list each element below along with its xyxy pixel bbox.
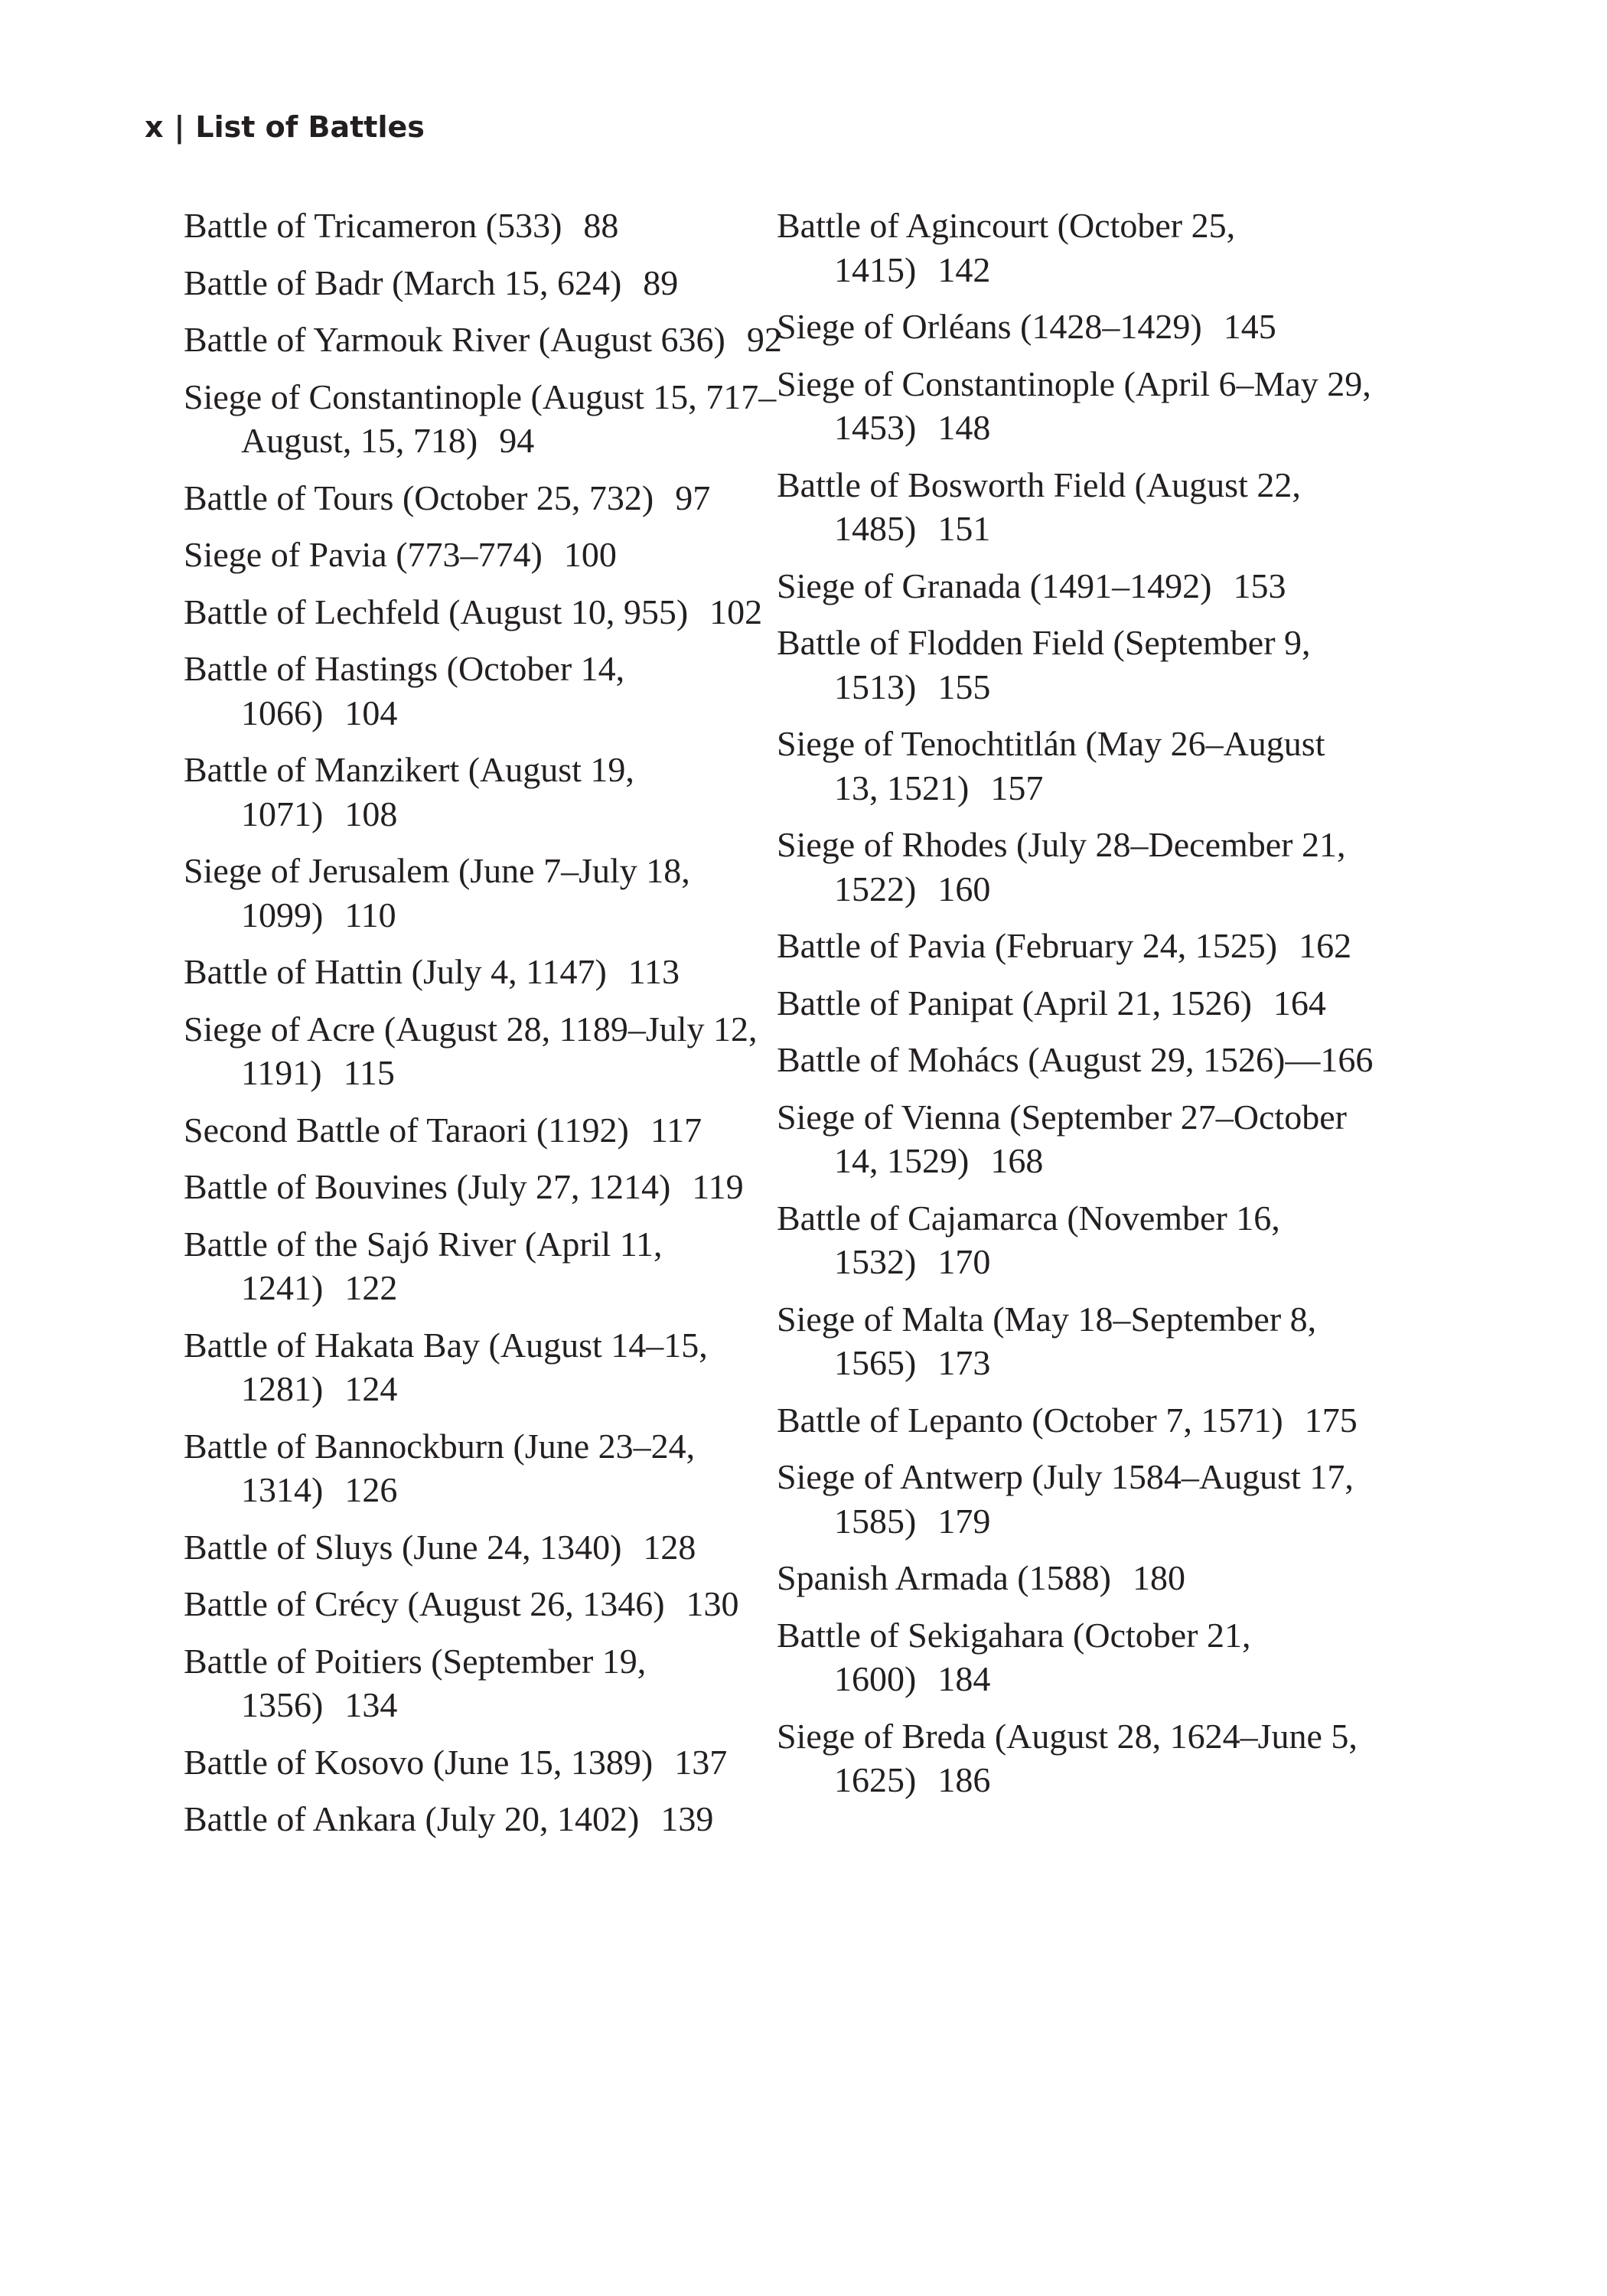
battle-title: Siege of Granada (1491–1492): [777, 566, 1212, 605]
page-ref: 179: [937, 1501, 991, 1541]
list-item: [184, 476, 788, 520]
battle-title: Battle of Flodden Field (September 9, 1513): [777, 623, 1311, 706]
page-ref: 157: [990, 768, 1044, 807]
battle-title: Siege of Tenochtitlán (May 26–August 13, 1521): [777, 724, 1325, 807]
page-ref: 110: [344, 895, 396, 934]
page-ref: 108: [344, 794, 398, 833]
battle-title: Battle of Mohács (August 29, 1526): [777, 1040, 1286, 1079]
page-ref: 184: [937, 1659, 991, 1698]
battle-title: Battle of the Sajó River (April 11, 1241): [184, 1224, 663, 1307]
battle-title: Battle of Cajamarca (November 16, 1532): [777, 1198, 1280, 1281]
page-ref: 137: [674, 1742, 728, 1782]
list-item: [777, 1613, 1374, 1701]
battle-title: Battle of Ankara (July 20, 1402): [184, 1799, 640, 1838]
battle-title: Battle of Sluys (June 24, 1340): [184, 1527, 622, 1567]
page-ref: 170: [937, 1242, 991, 1281]
right-column: [777, 204, 1374, 1815]
list-item: [777, 823, 1374, 911]
list-item: [777, 924, 1374, 968]
list-item: [777, 1038, 1374, 1082]
battle-title: Siege of Malta (May 18–September 8, 1565): [777, 1299, 1317, 1382]
page-ref: 130: [686, 1584, 739, 1623]
page-ref: 155: [937, 667, 991, 706]
battle-title: Battle of Hakata Bay (August 14–15, 1281): [184, 1325, 708, 1408]
page-ref: 148: [937, 408, 991, 447]
battle-title: Battle of Tours (October 25, 732): [184, 478, 654, 517]
battle-title: Battle of Panipat (April 21, 1526): [777, 983, 1252, 1022]
list-item: [777, 362, 1374, 450]
list-item: [777, 1556, 1374, 1600]
list-item: [184, 1165, 788, 1209]
list-item: [777, 1714, 1374, 1802]
battle-title: Second Battle of Taraori (1192): [184, 1110, 629, 1150]
battle-title: Battle of Bannockburn (June 23–24, 1314): [184, 1426, 696, 1509]
page-ref: 122: [344, 1268, 398, 1307]
battle-title: Spanish Armada (1588): [777, 1558, 1111, 1597]
list-item: [184, 204, 788, 248]
battle-title: Siege of Vienna (September 27–October 14, 1529): [777, 1097, 1347, 1180]
list-item: [184, 1740, 788, 1785]
header-separator: |: [174, 110, 185, 144]
page-ref: 186: [937, 1760, 991, 1799]
list-item: [184, 647, 788, 735]
battle-title: Battle of Bosworth Field (August 22, 1485): [777, 465, 1301, 548]
left-column: [184, 204, 788, 1854]
battle-title: Battle of Lechfeld (August 10, 955): [184, 592, 689, 631]
list-item: [184, 590, 788, 634]
list-item: [184, 1639, 788, 1727]
battle-title: Battle of Poitiers (September 19, 1356): [184, 1641, 647, 1724]
page-ref: 175: [1304, 1400, 1358, 1440]
page-ref: 88: [583, 206, 619, 245]
battle-title: Battle of Pavia (February 24, 1525): [777, 926, 1278, 965]
battle-title: Battle of Hattin (July 4, 1147): [184, 952, 607, 991]
page-ref: 115: [343, 1053, 395, 1092]
page-ref: 100: [563, 535, 617, 574]
list-item: [777, 1095, 1374, 1183]
list-item: [777, 1297, 1374, 1385]
battle-title: Battle of Crécy (August 26, 1346): [184, 1584, 665, 1623]
page-ref: 97: [675, 478, 711, 517]
battle-title: Siege of Orléans (1428–1429): [777, 307, 1202, 346]
page-ref: 164: [1273, 983, 1326, 1022]
page-ref: 153: [1233, 566, 1286, 605]
battle-title: Siege of Rhodes (July 28–December 21, 1522): [777, 825, 1346, 908]
battle-title: Battle of Tricameron (533): [184, 206, 562, 245]
page-ref: 117: [650, 1110, 702, 1150]
list-item: [184, 748, 788, 836]
battle-title: Siege of Breda (August 28, 1624–June 5, 1625): [777, 1716, 1358, 1799]
page-ref: 180: [1132, 1558, 1185, 1597]
battle-title: Battle of Hastings (October 14, 1066): [184, 649, 625, 732]
page-ref: 139: [660, 1799, 714, 1838]
page-ref: 119: [692, 1167, 744, 1206]
list-item: [777, 1455, 1374, 1543]
battle-title: Battle of Agincourt (October 25, 1415): [777, 206, 1236, 289]
page-ref: 102: [709, 592, 763, 631]
list-item: [184, 1323, 788, 1411]
running-head: [145, 106, 425, 148]
battle-title: Siege of Jerusalem (June 7–July 18, 1099): [184, 851, 690, 934]
list-item: [777, 1398, 1374, 1443]
list-item: [184, 1797, 788, 1841]
list-item: [184, 1582, 788, 1626]
battle-title: Siege of Antwerp (July 1584–August 17, 1585): [777, 1457, 1354, 1541]
list-item: [777, 621, 1374, 709]
list-item: [184, 1424, 788, 1512]
list-item: [184, 1222, 788, 1310]
list-item: [777, 204, 1374, 292]
battle-title: Siege of Pavia (773–774): [184, 535, 543, 574]
page-ref: 124: [344, 1369, 398, 1408]
list-item: [184, 375, 788, 463]
battle-title: Siege of Constantinople (April 6–May 29, 1453): [777, 364, 1371, 447]
battle-title: Battle of Manzikert (August 19, 1071): [184, 750, 634, 833]
page-number: x: [145, 110, 164, 144]
list-item: [184, 849, 788, 937]
battle-title: Battle of Yarmouk River (August 636): [184, 320, 725, 359]
battle-title: Battle of Sekigahara (October 21, 1600): [777, 1615, 1251, 1698]
page-ref: 162: [1299, 926, 1352, 965]
list-item: [184, 318, 788, 362]
list-item: [777, 564, 1374, 608]
list-item: [184, 950, 788, 994]
page-ref: —166: [1285, 1040, 1374, 1079]
page-ref: 151: [937, 509, 991, 548]
list-item: [184, 261, 788, 305]
battle-title: Siege of Constantinople (August 15, 717–August, 15, 718): [184, 377, 777, 460]
list-item: [777, 305, 1374, 349]
page-ref: 168: [990, 1141, 1044, 1180]
page-ref: 92: [746, 320, 782, 359]
page-ref: 126: [344, 1470, 398, 1509]
list-item: [777, 1196, 1374, 1284]
list-item: [184, 1108, 788, 1153]
page-ref: 128: [643, 1527, 696, 1567]
list-item: [777, 463, 1374, 551]
page-ref: 94: [499, 421, 535, 460]
page-ref: 160: [937, 869, 991, 908]
list-item: [184, 1525, 788, 1570]
battle-title: Battle of Kosovo (June 15, 1389): [184, 1742, 654, 1782]
list-item: [184, 1007, 788, 1095]
list-item: [777, 981, 1374, 1026]
page-ref: 145: [1223, 307, 1276, 346]
list-item: [184, 533, 788, 577]
battle-title: Battle of Bouvines (July 27, 1214): [184, 1167, 671, 1206]
list-item: [777, 722, 1374, 810]
page-ref: 134: [344, 1685, 398, 1724]
page-ref: 113: [627, 952, 680, 991]
page-ref: 104: [344, 693, 398, 732]
battle-title: Battle of Badr (March 15, 624): [184, 263, 622, 302]
battle-title: Siege of Acre (August 28, 1189–July 12, 1191): [184, 1009, 758, 1092]
page-ref: 173: [937, 1343, 991, 1382]
battle-title: Battle of Lepanto (October 7, 1571): [777, 1400, 1283, 1440]
page-title: List of Battles: [195, 110, 425, 144]
page-ref: 142: [937, 249, 991, 289]
page-ref: 89: [643, 263, 679, 302]
